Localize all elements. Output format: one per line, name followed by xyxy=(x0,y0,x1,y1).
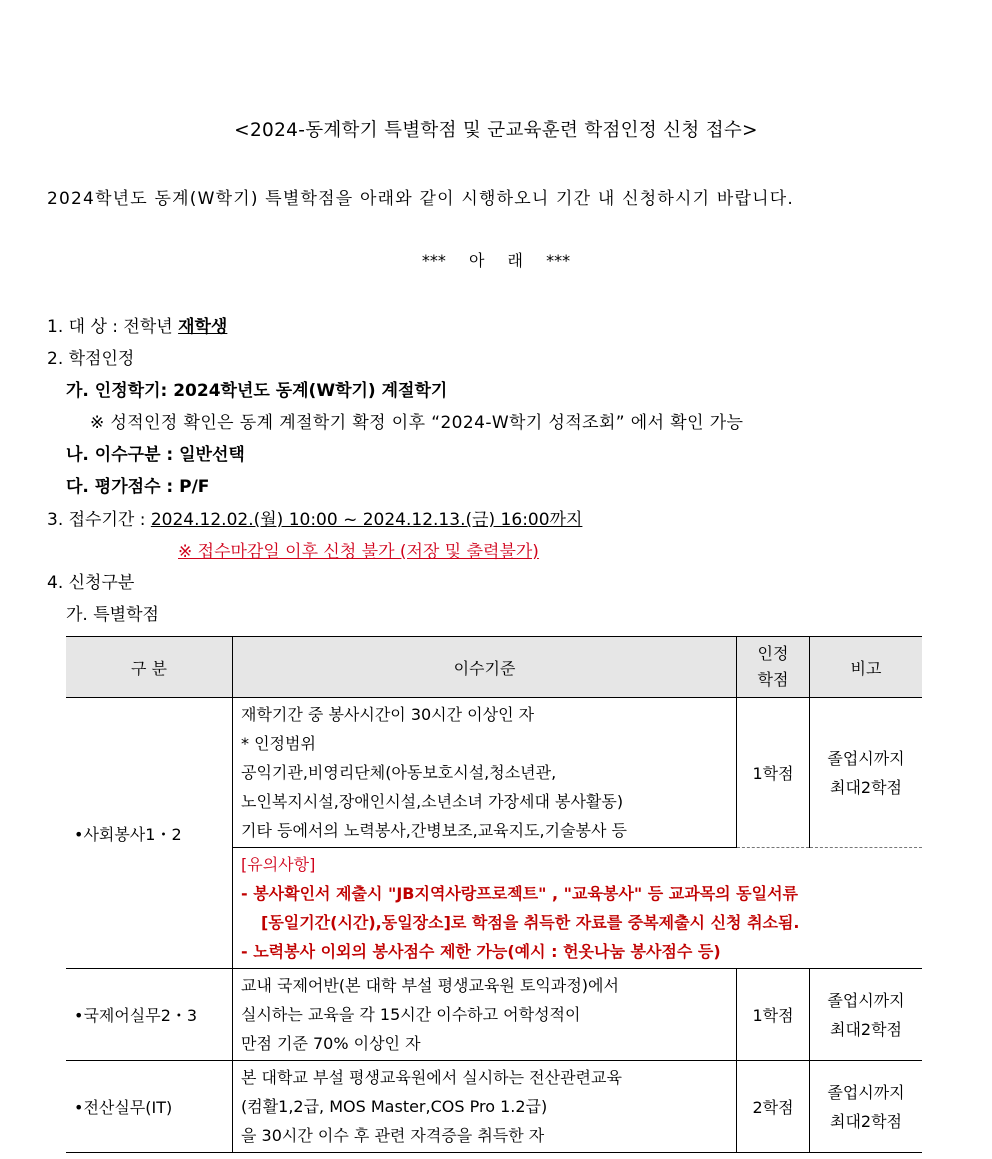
item-target xyxy=(47,312,227,337)
table-header-row xyxy=(66,637,922,698)
criteria-line: 교내 국제어반(본 대학 부설 평생교육원 토익과정)에서 xyxy=(241,976,619,995)
remark-line2: 최대2학점 xyxy=(829,1019,902,1039)
criteria-line: 본 대학교 부설 평생교육원에서 실시하는 전산관련교육 xyxy=(241,1068,622,1087)
row-credit: 1학점 xyxy=(737,969,810,1061)
item-application-period xyxy=(47,505,582,530)
header-category: 구 분 xyxy=(66,637,233,698)
row-criteria xyxy=(233,1061,737,1153)
header-remark: 비고 xyxy=(810,637,923,698)
criteria-line: 실시하는 교육을 각 15시간 이수하고 어학성적이 xyxy=(241,1005,581,1024)
notes-line: [동일기간(시간),동일장소]로 학점을 취득한 자료를 중복제출시 신청 취소됨. xyxy=(261,913,800,932)
row-criteria xyxy=(233,969,737,1061)
criteria-line: 만점 기준 70% 이상인 자 xyxy=(241,1034,421,1053)
table-row xyxy=(66,698,922,848)
criteria-line: (컴활1,2급, MOS Master,COS Pro 1.2급) xyxy=(241,1097,548,1116)
row-credit: 1학점 xyxy=(737,698,810,848)
remark-line1: 졸업시까지 xyxy=(827,990,905,1010)
row-credit: 2학점 xyxy=(737,1061,810,1153)
row-remark xyxy=(810,1061,923,1153)
row-remark xyxy=(810,698,923,848)
row-category: •전산실무(IT) xyxy=(66,1061,233,1153)
item-grading: 다. 평가점수 : P/F xyxy=(66,477,210,497)
notes-heading: [유의사항] xyxy=(241,855,316,874)
item-special-credit: 가. 특별학점 xyxy=(66,605,159,625)
header-credit-line1: 인정 xyxy=(757,644,789,663)
item-target-value: 재학생 xyxy=(178,317,228,337)
row-remark xyxy=(810,969,923,1061)
special-credit-table xyxy=(66,636,922,1153)
section-separator: *** 아 래 *** xyxy=(421,251,571,270)
remark-line1: 졸업시까지 xyxy=(827,748,905,768)
remark-line1: 졸업시까지 xyxy=(827,1082,905,1102)
item-recognized-semester: 가. 인정학기: 2024학년도 동계(W학기) 계절학기 xyxy=(66,381,448,401)
row-category: •국제어실무2・3 xyxy=(66,969,233,1061)
grade-check-note: ※ 성적인정 확인은 동계 계절학기 확정 이후 “2024-W학기 성적조회” 에서 확인 가능 xyxy=(90,413,744,433)
row-criteria xyxy=(233,698,737,848)
application-period-label: 3. 접수기간 : xyxy=(47,510,151,530)
criteria-line: 재학기간 중 봉사시간이 30시간 이상인 자 xyxy=(241,705,535,724)
application-period-value: 2024.12.02.(월) 10:00 ~ 2024.12.13.(금) 16:00까지 xyxy=(150,510,583,530)
header-credit xyxy=(737,637,810,698)
notes-line: - 봉사확인서 제출시 "JB지역사랑프로젝트" , "교육봉사" 등 교과목의 동일서류 xyxy=(241,884,798,903)
row-category: •사회봉사1・2 xyxy=(66,698,233,969)
item-credit-recognition: 2. 학점인정 xyxy=(47,349,135,369)
criteria-line: 공익기관,비영리단체(아동보호시설,청소년관, xyxy=(241,763,557,782)
intro-paragraph: 2024학년도 동계(W학기) 특별학점을 아래와 같이 시행하오니 기간 내 신청하시기 바랍니다. xyxy=(47,189,794,209)
document-title: <2024-동계학기 특별학점 및 군교육훈련 학점인정 신청 접수> xyxy=(234,120,758,141)
notes-cell xyxy=(233,848,923,969)
criteria-line: * 인정범위 xyxy=(241,734,316,753)
item-target-label: 1. 대 상 : 전학년 xyxy=(47,317,179,337)
criteria-line: 노인복지시설,장애인시설,소년소녀 가장세대 봉사활동) xyxy=(241,792,624,811)
header-criteria: 이수기준 xyxy=(233,637,737,698)
criteria-line: 기타 등에서의 노력봉사,간병보조,교육지도,기술봉사 등 xyxy=(241,821,628,840)
remark-line2: 최대2학점 xyxy=(829,777,902,797)
table-row xyxy=(66,969,922,1061)
item-application-type: 4. 신청구분 xyxy=(47,573,135,593)
item-course-category: 나. 이수구분 : 일반선택 xyxy=(66,445,245,465)
header-credit-line2: 학점 xyxy=(757,670,789,689)
criteria-line: 을 30시간 이수 후 관련 자격증을 취득한 자 xyxy=(241,1126,545,1145)
notes-line: - 노력봉사 이외의 봉사점수 제한 가능(예시 : 헌옷나눔 봉사점수 등) xyxy=(241,942,721,961)
remark-line2: 최대2학점 xyxy=(829,1111,902,1131)
table-row xyxy=(66,1061,922,1153)
deadline-warning: ※ 접수마감일 이후 신청 불가 (저장 및 출력불가) xyxy=(178,542,539,562)
